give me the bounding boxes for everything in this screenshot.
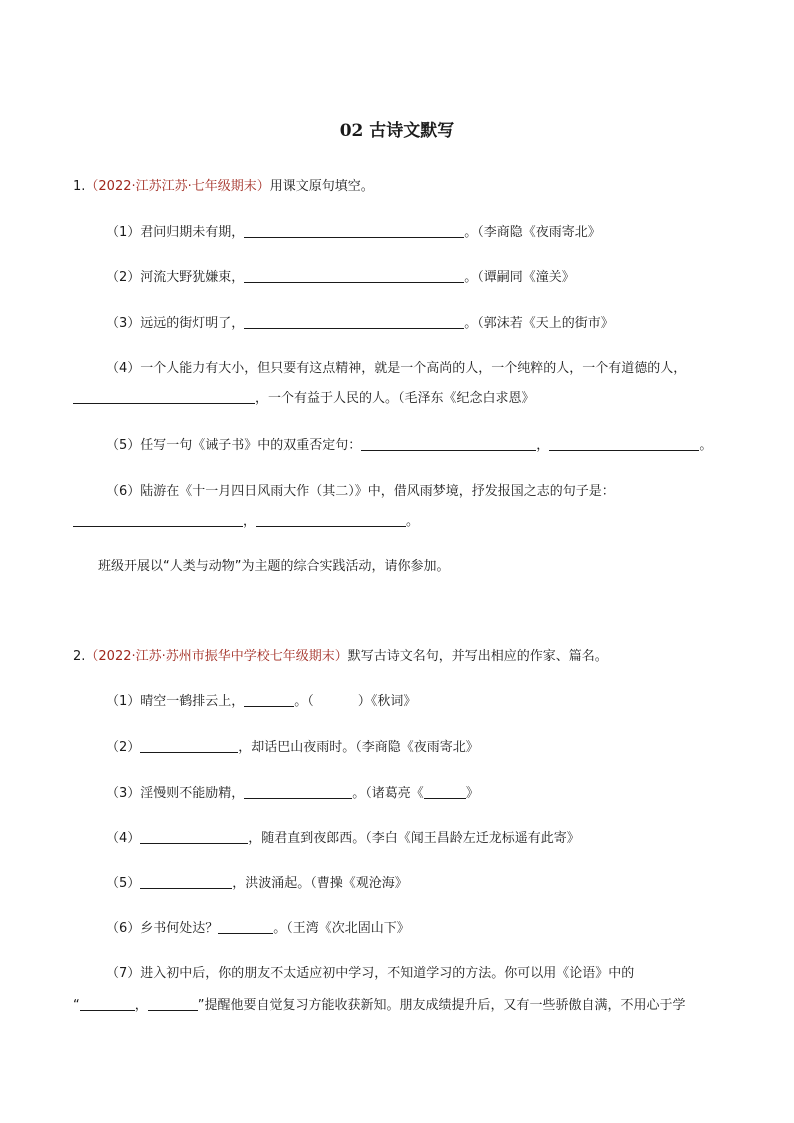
item-text: ，洪波涌起。（曹操《观沧海》 xyxy=(232,876,408,891)
item-label: （4） xyxy=(106,361,141,376)
question-instruction: 默写古诗文名句，并写出相应的作家、篇名。 xyxy=(347,649,608,664)
q1-item-5 xyxy=(106,437,734,455)
answer-blank[interactable] xyxy=(73,513,243,527)
item-text: ，却话巴山夜雨时。（李商隐《夜雨寄北》 xyxy=(238,740,479,755)
item-text: 河流大野犹嫌束， xyxy=(140,270,245,285)
answer-blank[interactable] xyxy=(73,390,255,404)
item-label: （3） xyxy=(106,786,141,801)
answer-blank[interactable] xyxy=(244,785,352,799)
q1-item-3 xyxy=(106,315,734,333)
item-label: （3） xyxy=(106,316,141,331)
item-text: 进入初中后，你的朋友不太适应初中学习，不知道学习的方法。你可以用《论语》中的 xyxy=(140,966,635,981)
item-text: 淫慢则不能励精， xyxy=(140,786,245,801)
q1-item-6-cont xyxy=(73,513,734,531)
answer-blank[interactable] xyxy=(140,739,238,753)
q1-item-6 xyxy=(106,483,734,501)
answer-blank[interactable] xyxy=(256,513,406,527)
question-number: 2. xyxy=(73,649,86,664)
q2-item-6 xyxy=(106,920,734,938)
q2-item-7-cont xyxy=(73,997,734,1015)
answer-blank[interactable] xyxy=(140,875,232,889)
item-text: 。（谭嗣同《潼关》 xyxy=(464,270,575,285)
question-2-header xyxy=(73,648,734,666)
answer-blank[interactable] xyxy=(148,997,198,1011)
item-text: 。（郭沫若《天上的街市》 xyxy=(464,316,614,331)
item-text: ， xyxy=(536,438,550,453)
item-text: 。 xyxy=(406,514,420,529)
item-label: （1） xyxy=(106,694,141,709)
activity-note: 班级开展以“人类与动物”为主题的综合实践活动，请你参加。 xyxy=(98,559,450,574)
item-text: 。（王湾《次北固山下》 xyxy=(273,921,410,936)
q2-item-1 xyxy=(106,693,734,711)
item-text: ）《秋词》 xyxy=(357,694,417,709)
answer-blank[interactable] xyxy=(140,830,248,844)
q2-item-3 xyxy=(106,785,734,803)
question-source: （2022·江苏江苏·七年级期末） xyxy=(85,179,270,194)
item-label: （6） xyxy=(106,921,141,936)
item-text: 一个人能力有大小，但只要有这点精神，就是一个高尚的人，一个纯粹的人，一个有道德的人， xyxy=(140,361,687,376)
q1-item-4 xyxy=(106,360,734,378)
q2-item-2 xyxy=(106,739,734,757)
answer-blank[interactable] xyxy=(244,315,464,329)
question-source: （2022·江苏·苏州市振华中学校七年级期末） xyxy=(85,649,348,664)
q1-item-4-cont xyxy=(73,390,734,408)
item-text: 陆游在《十一月四日风雨大作（其二）》中，借风雨梦境，抒发报国之志的句子是： xyxy=(140,484,615,499)
q2-item-5 xyxy=(106,875,734,893)
q1-item-1 xyxy=(106,224,734,242)
question-instruction: 用课文原句填空。 xyxy=(269,179,374,194)
item-label: （5） xyxy=(106,438,141,453)
item-text: 。（诸葛亮《 xyxy=(352,786,424,801)
item-label: （1） xyxy=(106,225,141,240)
item-label: （2） xyxy=(106,740,141,755)
item-text: 。（ xyxy=(294,694,314,709)
answer-blank[interactable] xyxy=(244,269,464,283)
item-text: “ xyxy=(73,998,80,1013)
item-text: 远远的街灯明了， xyxy=(140,316,245,331)
item-label: （5） xyxy=(106,876,141,891)
item-label: （6） xyxy=(106,484,141,499)
q2-item-4 xyxy=(106,830,734,848)
item-text: ”提醒他要自觉复习方能收获新知。朋友成绩提升后，又有一些骄傲自满，不用心于学 xyxy=(197,998,686,1013)
item-text: 晴空一鹤排云上， xyxy=(140,694,245,709)
item-label: （2） xyxy=(106,270,141,285)
answer-blank[interactable] xyxy=(424,785,466,799)
item-label: （7） xyxy=(106,966,141,981)
item-text: ，随君直到夜郎西。（李白《闻王昌龄左迁龙标遥有此寄》 xyxy=(248,831,580,846)
item-text: 。（李商隐《夜雨寄北》 xyxy=(464,225,601,240)
q2-item-7 xyxy=(106,965,734,983)
answer-blank[interactable] xyxy=(244,693,294,707)
item-label: （4） xyxy=(106,831,141,846)
q1-item-2 xyxy=(106,269,734,287)
item-text: 。 xyxy=(699,438,713,453)
question-number: 1. xyxy=(73,179,86,194)
answer-blank[interactable] xyxy=(80,997,135,1011)
page-title: 02 古诗文默写 xyxy=(339,121,455,141)
item-text: 》 xyxy=(465,786,479,801)
answer-blank[interactable] xyxy=(218,920,273,934)
answer-blank[interactable] xyxy=(549,437,699,451)
item-text: ， xyxy=(134,998,148,1013)
item-text: 乡书何处达？ xyxy=(140,921,219,936)
item-text: ， xyxy=(243,514,257,529)
item-text: ，一个有益于人民的人。（毛泽东《纪念白求恩》 xyxy=(255,391,535,406)
item-text: 君问归期未有期， xyxy=(140,225,245,240)
answer-blank[interactable] xyxy=(244,224,464,238)
item-text: 任写一句《诫子书》中的双重否定句： xyxy=(140,438,362,453)
question-1-header xyxy=(73,178,734,196)
answer-blank[interactable] xyxy=(361,437,536,451)
